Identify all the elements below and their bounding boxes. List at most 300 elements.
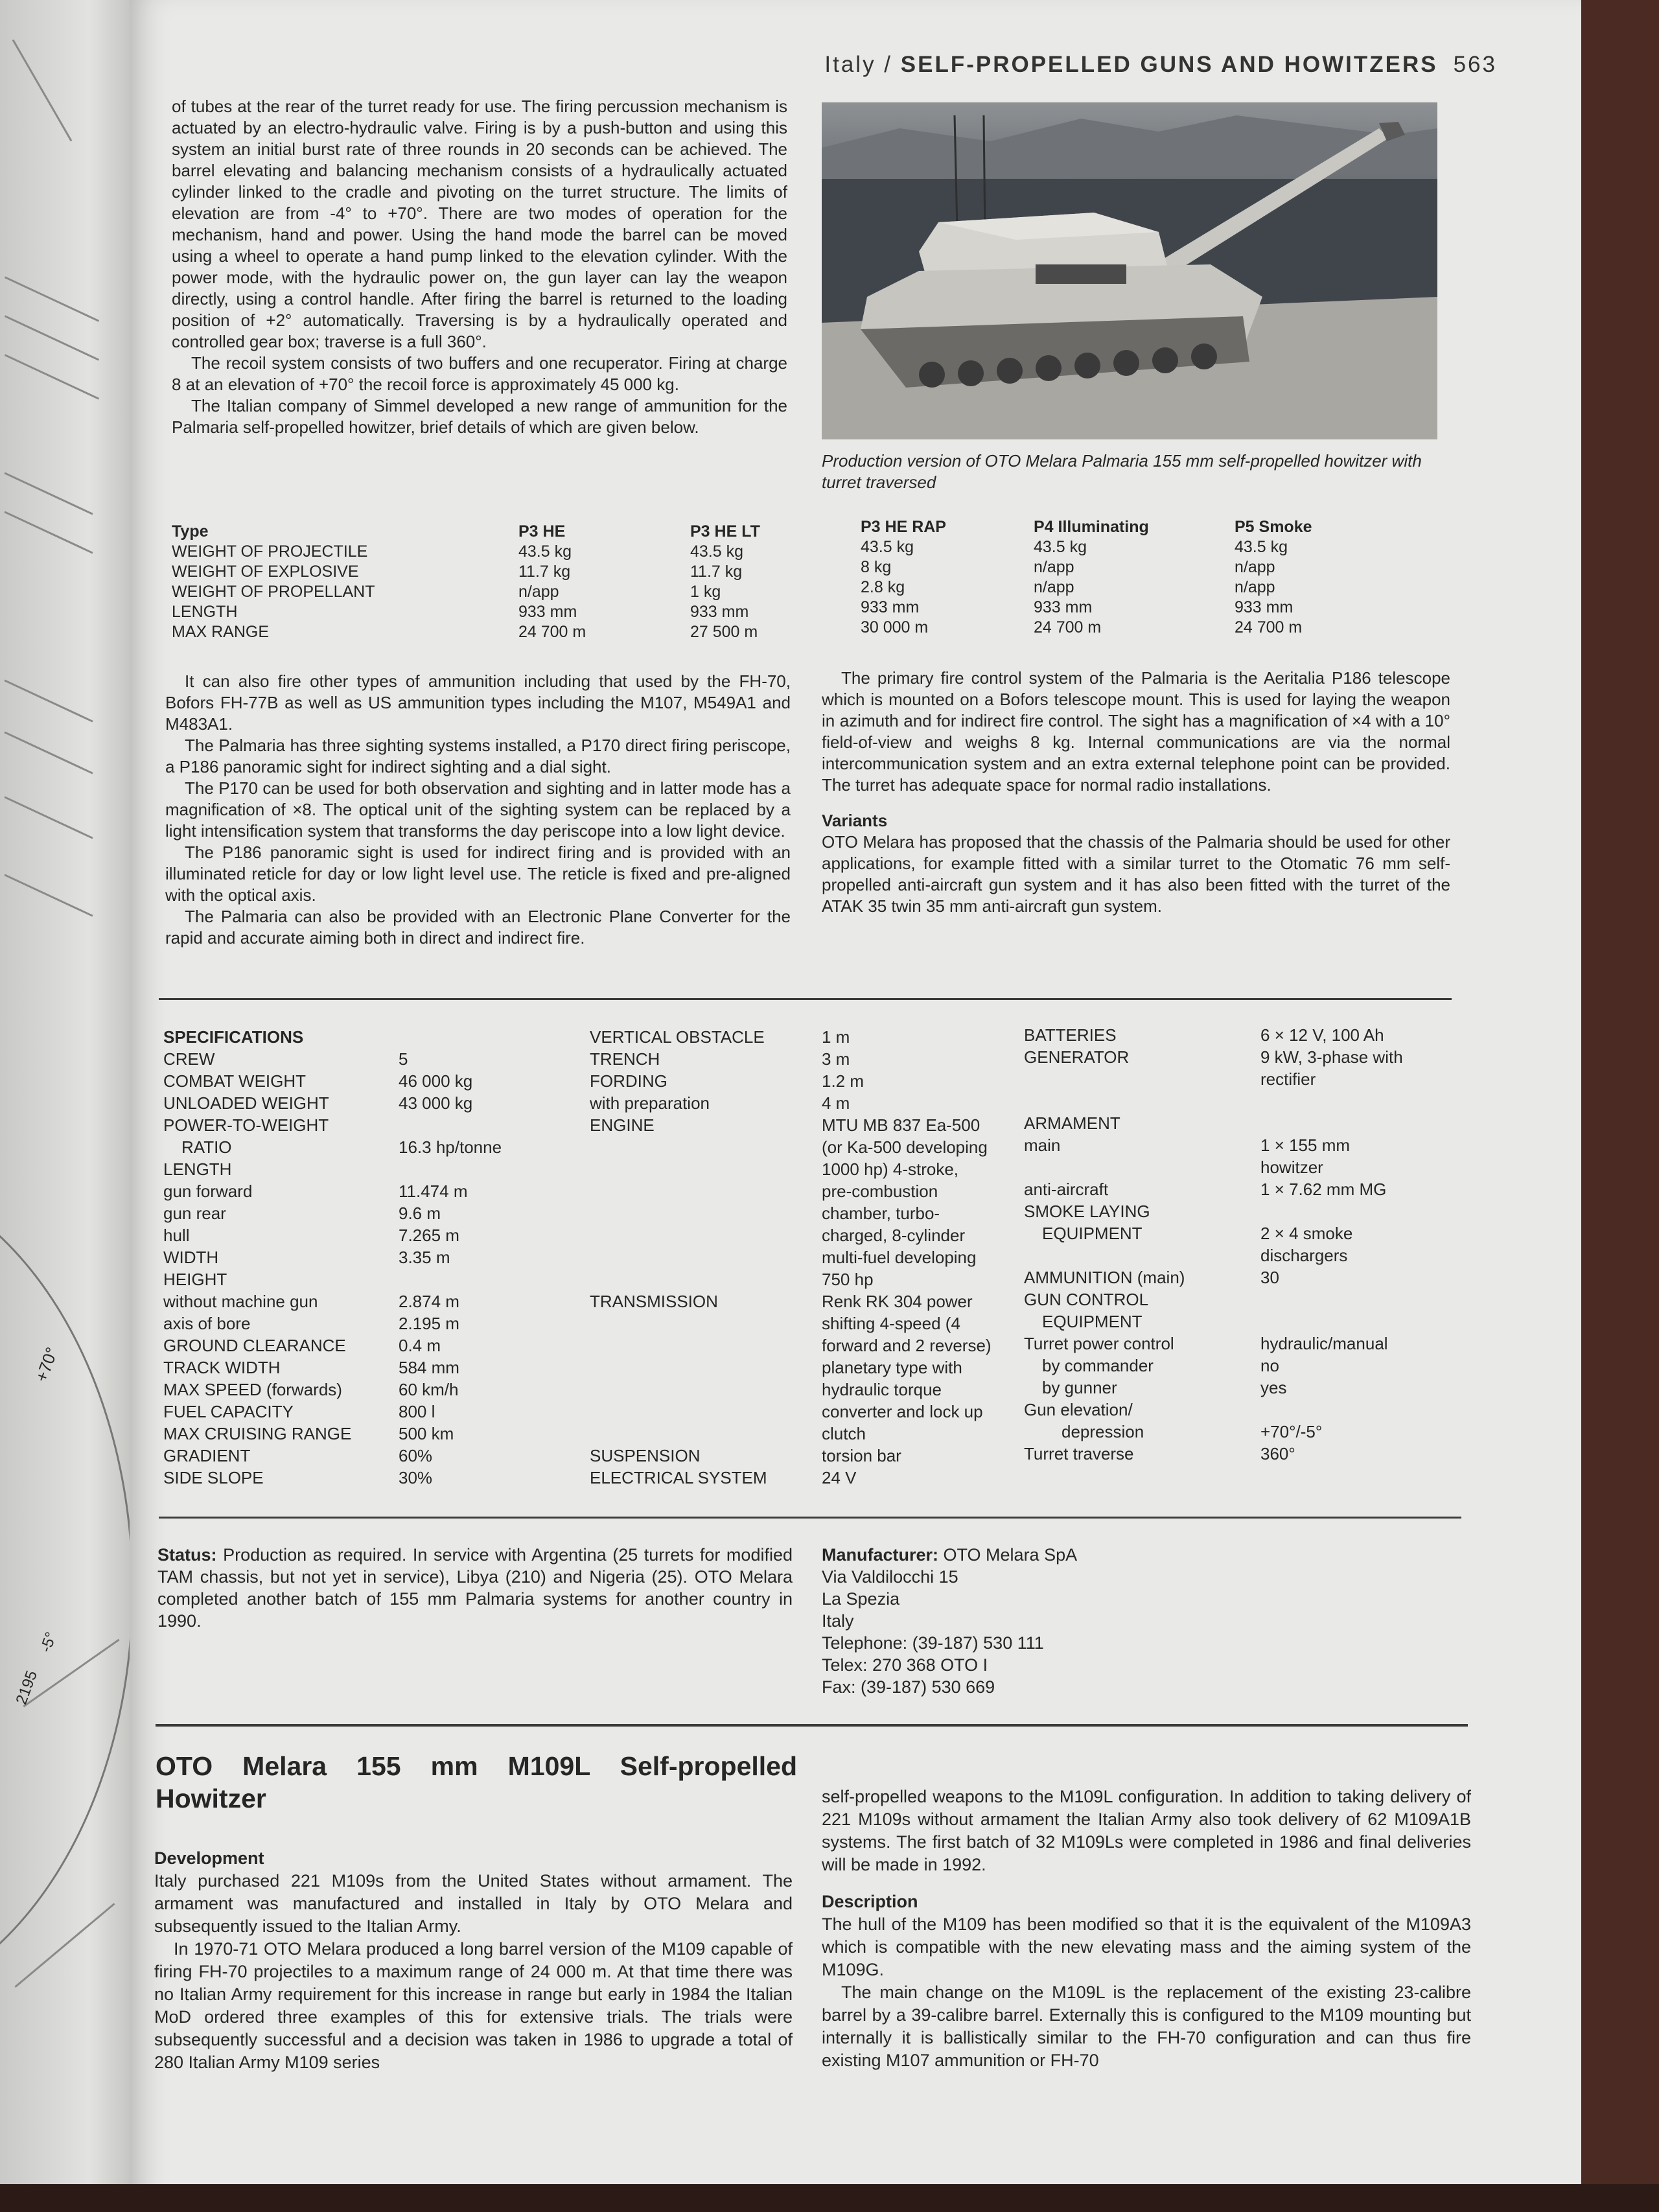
spec-key: Turret traverse [1024,1444,1134,1463]
ammo-cell: 30 000 m [861,618,929,636]
ammo-row [861,537,1332,557]
spec-value: 500 km [399,1424,454,1443]
spec-row [590,1290,1016,1312]
section-divider [159,1517,1461,1519]
spec-column-2 [590,1026,1016,1489]
spec-value: rectifier [1260,1069,1316,1089]
ammo-col-header: P4 Illuminating [1034,518,1149,536]
spec-row [1024,1421,1455,1443]
spec-row [590,1026,1016,1048]
spec-key: with preparation [590,1093,710,1113]
spec-value: 16.3 hp/tonne [399,1137,502,1157]
spec-value: 1 m [822,1027,850,1047]
spec-col2-rows [590,1026,1016,1489]
palmaria-photo [822,102,1437,439]
spec-key [590,1246,822,1268]
spec-value: charged, 8-cylinder [822,1226,966,1245]
body-paragraph: It can also fire other types of ammunition including that used by the FH-70, Bofors FH-77B as well as US ammunition types including the M107, M549A1 and M483A1. [165,671,791,734]
spec-row [163,1290,580,1312]
ammo-cell: 11.7 kg [690,563,743,581]
spec-value: 6 × 12 V, 100 Ah [1260,1025,1384,1045]
spec-value: 1 × 155 mm [1260,1135,1351,1155]
spec-row [1024,1399,1455,1421]
spec-value: yes [1260,1378,1287,1397]
spec-value: 2.874 m [399,1292,459,1311]
page-number: 563 [1453,52,1497,77]
ammo-cell: 933 mm [518,603,577,621]
spec-key [590,1268,822,1290]
spec-row [1024,1134,1455,1156]
spec-key: by commander [1042,1356,1154,1375]
spec-row [1024,1200,1455,1222]
spec-key: GENERATOR [1024,1047,1130,1067]
ammo-row [172,582,794,602]
intro-column [172,96,787,438]
spec-row [163,1092,580,1114]
spec-row [1024,1266,1455,1288]
spec-value: 0.4 m [399,1336,441,1355]
ammo-row [861,577,1332,598]
spec-key [590,1356,822,1379]
ammo-cell: 43.5 kg [1235,538,1288,556]
spec-value: 1 × 7.62 mm MG [1260,1180,1387,1199]
spec-value: 46 000 kg [399,1071,473,1091]
spec-key: EQUIPMENT [1042,1312,1143,1331]
spec-row [590,1136,1016,1158]
spec-value: 4 m [822,1093,850,1113]
spec-value: 60 km/h [399,1380,459,1399]
ammo-cell: 933 mm [1235,598,1294,616]
spec-row [590,1070,1016,1092]
spec-value: 7.265 m [399,1226,459,1245]
spec-key [1024,1156,1260,1178]
spec-value: converter and lock up [822,1402,983,1421]
spec-row [163,1136,580,1158]
spec-row [163,1070,580,1092]
spec-row [163,1180,580,1202]
spec-key: by gunner [1042,1378,1117,1397]
manufacturer-line: Telex: 270 368 OTO I [822,1655,988,1675]
ammo-cell: n/app [518,583,559,601]
spec-key: GUN CONTROL [1024,1290,1149,1309]
ammo-row [172,622,794,642]
development-paragraph: In 1970-71 OTO Melara produced a long barrel version of the M109 capable of firing FH-70 projectiles to a maximum range of 24 000 m. At that time there was no Italian Army requirement for this increase in range but early in 1984 the Italian MoD ordered three examples of this for extensive trials. The trials were subsequently successful and a decision was taken in 1986 to upgrade a total of 280 Italian Army M109 series [154,1939,793,2072]
spec-row [163,1224,580,1246]
spec-row [163,1423,580,1445]
spec-heading: SPECIFICATIONS [163,1027,304,1047]
spec-value [399,1268,580,1290]
left-body-column [165,671,791,949]
spec-row [1024,1178,1455,1200]
spec-row [1024,1156,1455,1178]
spec-value: 3 m [822,1049,850,1069]
ammo-type-label: Type [172,522,209,541]
spec-value [1260,1310,1455,1333]
header-section: SELF-PROPELLED GUNS AND HOWITZERS [900,52,1438,77]
prev-page-text-line [5,315,99,360]
ammo-row [172,602,794,622]
body-paragraph: The primary fire control system of the Palmaria is the Aeritalia P186 telescope which is mounted on a Bofors telescope mount. This is used for laying the weapon in azimuth and for indirect fire control. The sight has a magnification of ×4 with a 10° field-of-view and weighs 8 kg. Internal communications are via the normal intercommunication system and an extra external telephone point can be provided. The turret has adequate space for normal radio installations. [822,668,1450,795]
header-country: Italy [824,52,876,77]
manufacturer-block [822,1544,1437,1698]
prev-page-text-line [4,874,93,916]
manufacturer-name: OTO Melara SpA [938,1545,1078,1565]
spec-value: 3.35 m [399,1248,450,1267]
body-paragraph: The P170 can be used for both observation and sighting and in latter mode has a magnification of ×8. The optical unit of the sighting system can be replaced by a light intensification system that transforms the day periscope into a low light device. [165,778,791,841]
spec-row [163,1268,580,1290]
variants-heading: Variants [822,811,888,830]
body-paragraph: The Palmaria can also be provided with an Electronic Plane Converter for the rapid and accurate aiming both in direct and indirect fire. [165,907,791,948]
spec-value: no [1260,1356,1279,1375]
spec-key: VERTICAL OBSTACLE [590,1027,765,1047]
running-header [824,52,1497,78]
ammo-col-header: P3 HE RAP [861,518,946,536]
spec-value: 800 l [399,1402,435,1421]
spec-value [1260,1288,1455,1310]
spec-value: torsion bar [822,1446,901,1465]
spec-key [590,1202,822,1224]
spec-key: AMMUNITION (main) [1024,1268,1185,1287]
status-label: Status: [157,1545,217,1565]
header-separator: / [876,52,901,77]
spec-row [590,1224,1016,1246]
body-paragraph: The Palmaria has three sighting systems installed, a P170 direct firing periscope, a P186 panoramic sight for indirect sighting and a dial sight. [165,736,791,776]
spec-col1-rows [163,1048,580,1489]
spec-key [1024,1090,1260,1112]
spec-value: MTU MB 837 Ea-500 [822,1115,980,1135]
spec-value: +70°/-5° [1260,1422,1323,1441]
page-bottom-edge [0,2184,1659,2212]
spec-row [163,1334,580,1356]
spec-key: depression [1062,1422,1144,1441]
ammo-cell: 933 mm [861,598,920,616]
spec-key: GROUND CLEARANCE [163,1336,346,1355]
spec-key: SMOKE LAYING [1024,1202,1150,1221]
spec-row [1024,1046,1455,1068]
section-divider [159,998,1452,1000]
variants-paragraph: OTO Melara has proposed that the chassis of the Palmaria should be used for other applications, for example fitted with a similar turret to the Otomatic 76 mm self-propelled anti-aircraft gun system and it has also been fitted with the turret of the ATAK 35 twin 35 mm anti-aircraft gun system. [822,832,1450,916]
spec-row [590,1158,1016,1180]
spec-key: LENGTH [163,1159,232,1179]
spec-key [590,1312,822,1334]
spec-value: 9 kW, 3-phase with [1260,1047,1403,1067]
spec-row [1024,1333,1455,1355]
spec-value: 9.6 m [399,1204,441,1223]
prev-page-text-line [4,511,93,553]
prev-page-text-line [5,276,99,321]
spec-key: WIDTH [163,1248,219,1267]
ammo-cell: 24 700 m [518,623,586,641]
spec-key: Turret power control [1024,1334,1174,1353]
spec-row [163,1048,580,1070]
spec-row [1024,1443,1455,1465]
ammo-cell: 27 500 m [690,623,758,641]
spec-value: hydraulic/manual [1260,1334,1388,1353]
spec-key [590,1334,822,1356]
ammo-cell: 933 mm [690,603,749,621]
spec-value: 360° [1260,1444,1295,1463]
spec-value: dischargers [1260,1246,1348,1265]
spec-key: CREW [163,1049,215,1069]
prev-page-dimension-label: 2195 [12,1668,41,1707]
spec-value [1260,1399,1455,1421]
spec-value: 24 V [822,1468,857,1487]
spec-key: hull [163,1226,190,1245]
ammo-cell: 933 mm [1034,598,1093,616]
ammo-row-label: WEIGHT OF PROJECTILE [172,542,368,561]
spec-value: (or Ka-500 developing [822,1137,988,1157]
ammo-cell: 43.5 kg [518,542,572,561]
spec-key: FUEL CAPACITY [163,1402,294,1421]
spec-key: SUSPENSION [590,1446,701,1465]
spec-row [163,1202,580,1224]
spec-value: chamber, turbo- [822,1204,940,1223]
spec-key: anti-aircraft [1024,1180,1109,1199]
spec-row [163,1312,580,1334]
spec-row [1024,1024,1455,1046]
spec-row [590,1401,1016,1423]
prev-page-elevation-label: +70° [31,1344,62,1385]
status-text: Production as required. In service with Argentina (25 turrets for modified TAM chassis, but not yet in service), Libya (210) and Nigeria (25). OTO Melara completed another batch of 155 mm Palmaria systems for another country in 1990. [157,1545,793,1631]
ammo-cell: n/app [1034,558,1074,576]
spec-row [1024,1222,1455,1244]
spec-value: forward and 2 reverse) [822,1336,992,1355]
spec-key: GRADIENT [163,1446,251,1465]
spec-key: gun forward [163,1182,253,1201]
spec-row [590,1356,1016,1379]
spec-value: 5 [399,1049,408,1069]
prev-page-line [12,40,73,141]
spec-value [399,1158,580,1180]
spec-row [590,1379,1016,1401]
development-column [154,1847,793,2074]
spec-row [163,1158,580,1180]
ammo-row-label: WEIGHT OF EXPLOSIVE [172,563,359,581]
spec-row [1024,1377,1455,1399]
spec-row [590,1268,1016,1290]
spec-key: gun rear [163,1204,226,1223]
prev-page-text-line [4,679,93,722]
spec-row [163,1379,580,1401]
spec-key: without machine gun [163,1292,318,1311]
spec-value: 584 mm [399,1358,459,1377]
ammo-cell: 43.5 kg [1034,538,1087,556]
ammo-col-header: P5 Smoke [1235,518,1312,536]
spec-row [1024,1355,1455,1377]
ammo-row [861,618,1332,638]
prev-page-text-line [4,472,93,515]
spec-row [590,1048,1016,1070]
spec-value: 2 × 4 smoke [1260,1224,1353,1243]
ammo-cell: n/app [1235,578,1275,596]
ammo-cell: n/app [1235,558,1275,576]
spec-key: axis of bore [163,1314,251,1333]
spec-row [1024,1310,1455,1333]
spec-key: MAX SPEED (forwards) [163,1380,342,1399]
spec-value: Renk RK 304 power [822,1292,973,1311]
intro-paragraph: The Italian company of Simmel developed a new range of ammunition for the Palmaria self-propelled howitzer, brief details of which are given below. [172,396,787,437]
spec-value [1260,1112,1455,1134]
ammo-cell: 1 kg [690,583,721,601]
spec-value: 60% [399,1446,433,1465]
spec-column-1 [163,1026,580,1489]
ammo-cell: 43.5 kg [861,538,914,556]
ammo-row [172,542,794,562]
manufacturer-name-line [822,1544,1437,1566]
spec-key [590,1136,822,1158]
spec-row [1024,1244,1455,1266]
prev-page-text-line [5,354,99,399]
spec-key [1024,1068,1260,1090]
spec-row [590,1312,1016,1334]
description-paragraph: The main change on the M109L is the replacement of the existing 23-calibre barrel by a 39-calibre barrel. Externally this is configured to the M109 mounting but internally it is ballistically similar to the FH-70 configuration and can thus fire existing M107 ammunition or FH-70 [822,1983,1471,2070]
spec-value [1260,1090,1455,1112]
development-heading: Development [154,1848,264,1868]
spec-row [1024,1288,1455,1310]
spec-value: 2.195 m [399,1314,459,1333]
spec-key: Gun elevation/ [1024,1400,1133,1419]
spec-value: hydraulic torque [822,1380,942,1399]
development-paragraph: Italy purchased 221 M109s from the United States without armament. The armament was manufactured and installed in Italy by OTO Melara and subsequently issued to the Italian Army. [154,1871,793,1936]
spec-value: 30 [1260,1268,1279,1287]
right-body-column [822,668,1450,917]
manufacturer-line: La Spezia [822,1589,900,1609]
article-paragraph: self-propelled weapons to the M109L configuration. In addition to taking delivery of 221 M109s without armament the Italian Army also took delivery of 62 M109A1B systems. The first batch of 32 M109Ls were completed in 1986 and final deliveries will be made in 1992. [822,1787,1471,1874]
spec-key: BATTERIES [1024,1025,1117,1045]
ammo-row-label: WEIGHT OF PROPELLANT [172,583,375,601]
prev-page-drawing-line [14,1903,115,1988]
prev-page-text-line [4,796,93,839]
article-right-column [822,1786,1471,2072]
spec-key: SIDE SLOPE [163,1468,264,1487]
ammo-cell: 24 700 m [1034,618,1102,636]
spec-key: TRANSMISSION [590,1292,718,1311]
ammo-table-right [861,517,1332,638]
spec-row [163,1401,580,1423]
spec-value: clutch [822,1424,866,1443]
spec-row [1024,1090,1455,1112]
prev-page-text-line [4,731,93,774]
spec-key: ENGINE [590,1115,655,1135]
spec-value: 750 hp [822,1270,874,1289]
spec-value [399,1114,580,1136]
spec-value: shifting 4-speed (4 [822,1314,960,1333]
spec-value: 1000 hp) 4-stroke, [822,1159,959,1179]
ammo-cell: 24 700 m [1235,618,1303,636]
spec-key [590,1158,822,1180]
spec-value: multi-fuel developing [822,1248,977,1267]
ammo-cell: 8 kg [861,558,892,576]
spec-key: ARMAMENT [1024,1113,1120,1133]
ammo-header-row [861,517,1332,537]
spec-row [163,1356,580,1379]
description-heading: Description [822,1892,918,1911]
ammo-row-label: LENGTH [172,603,238,621]
spec-row [590,1334,1016,1356]
spec-key [590,1180,822,1202]
article-title: OTO Melara 155 mm M109L Self-propelled Howitzer [156,1751,797,1813]
spec-row [163,1114,580,1136]
spec-key: main [1024,1135,1061,1155]
spec-key [590,1423,822,1445]
description-paragraph: The hull of the M109 has been modified so that it is the equivalent of the M109A3 which is compatible with the new elevating mass and the aiming system of the M109G. [822,1915,1471,1979]
spec-row [1024,1068,1455,1090]
spec-row [590,1246,1016,1268]
spec-row [590,1114,1016,1136]
spec-value: 30% [399,1468,433,1487]
spec-key [590,1401,822,1423]
body-paragraph: The P186 panoramic sight is used for indirect firing and is provided with an illuminated reticle for day or low light level use. The reticle is fixed and pre-aligned with the optical axis. [165,843,791,905]
spec-row [590,1202,1016,1224]
ammo-col-header: P3 HE [518,522,566,541]
spec-value: 1.2 m [822,1071,864,1091]
photo-caption: Production version of OTO Melara Palmaria 155 mm self-propelled howitzer with turret traversed [822,451,1422,492]
manufacturer-line: Via Valdilocchi 15 [822,1567,958,1587]
ammo-col-header: P3 HE LT [690,522,760,541]
spec-row [163,1246,580,1268]
ammo-row [861,598,1332,618]
ammo-cell: 2.8 kg [861,578,905,596]
spec-row [590,1423,1016,1445]
spec-column-3 [1024,1024,1455,1465]
spec-key: ELECTRICAL SYSTEM [590,1468,767,1487]
manufacturer-line: Telephone: (39-187) 530 111 [822,1633,1044,1653]
spec-value: 43 000 kg [399,1093,473,1113]
spec-value: planetary type with [822,1358,962,1377]
spec-key: HEIGHT [163,1270,227,1289]
spec-key: UNLOADED WEIGHT [163,1093,329,1113]
spec-row [590,1092,1016,1114]
prev-page-depression-label: -5° [37,1629,60,1655]
spec-key [1024,1244,1260,1266]
spec-value: 11.474 m [399,1182,468,1201]
ammo-table-left [172,522,794,642]
spec-row [590,1180,1016,1202]
spec-key [590,1379,822,1401]
ammo-cell: 43.5 kg [690,542,744,561]
spec-row [590,1445,1016,1467]
ammo-header-row [172,522,794,542]
ammo-row-label: MAX RANGE [172,623,270,641]
spec-key: POWER-TO-WEIGHT [163,1115,329,1135]
spec-row [163,1445,580,1467]
intro-paragraph: of tubes at the rear of the turret ready for use. The firing percussion mechanism is actuated by an electro-hydraulic valve. Firing is by a push-button and using this system an initial burst rate of three rounds in 20 seconds can be achieved. The barrel elevating and balancing mechanism consists of a hydraulically actuated cylinder linked to the cradle and pivoting on the turret structure. The limits of elevation are from -4° to +70°. There are two modes of operation for the mechanism, hand and power. Using the hand mode the barrel can be moved using a wheel to operate a hand pump linked to the elevation cylinder. With the power mode, with the hydraulic power on, the gun layer can lay the weapon directly, using a control handle. After firing the barrel is returned to the loading position of +2° automatically. Traversing is by a hydraulically operated and controlled gear box; traverse is a full 360°. [172,97,787,351]
manufacturer-line: Italy [822,1611,854,1631]
article-divider [156,1724,1468,1727]
previous-page-edge [0,0,149,2212]
ammo-row [861,557,1332,577]
manufacturer-line: Fax: (39-187) 530 669 [822,1677,995,1697]
spec-value: pre-combustion [822,1182,938,1201]
intro-paragraph: The recoil system consists of two buffers and one recuperator. Firing at charge 8 at an elevation of +70° the recoil force is approximately 45 000 kg. [172,353,787,394]
spec-value [1260,1200,1455,1222]
spec-key: TRACK WIDTH [163,1358,281,1377]
spec-key: MAX CRUISING RANGE [163,1424,352,1443]
ammo-cell: n/app [1034,578,1074,596]
ammo-row [172,562,794,582]
spec-key: COMBAT WEIGHT [163,1071,307,1091]
spec-key [590,1224,822,1246]
ammo-cell: 11.7 kg [518,563,571,581]
spec-key: TRENCH [590,1049,660,1069]
spec-row [163,1467,580,1489]
spec-key: EQUIPMENT [1042,1224,1143,1243]
prev-page-elevation-arc [0,1167,133,2013]
spec-row [1024,1112,1455,1134]
spec-value: howitzer [1260,1158,1323,1177]
spec-key: RATIO [181,1137,232,1157]
status-block [157,1544,793,1632]
